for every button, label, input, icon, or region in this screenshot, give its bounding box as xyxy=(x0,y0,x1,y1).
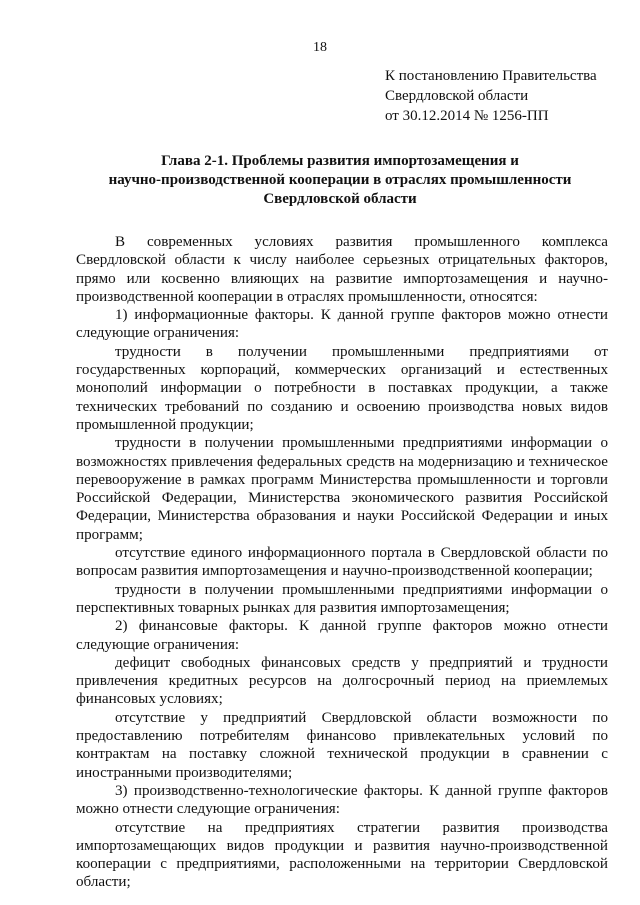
heading-line: Свердловской области xyxy=(263,191,417,207)
document-body xyxy=(76,233,608,892)
paragraph: отсутствие у предприятий Свердловской области возможности по предоставлению потребителям финансово привлекательных условий по контрактам на поставку сложной технической продукции в сравнении с иностранными производителями; xyxy=(76,709,608,781)
heading-line: Глава 2-1. Проблемы развития импортозамещения и xyxy=(161,153,519,169)
heading-line: научно-производственной кооперации в отраслях промышленности xyxy=(108,172,572,188)
paragraph: 3) производственно-технологические факторы. К данной группе факторов можно отнести следующие ограничения: xyxy=(76,782,608,818)
chapter-heading xyxy=(70,152,610,209)
paragraph: трудности в получении промышленными предприятиями информации о перспективных товарных рынках для развития импортозамещения; xyxy=(76,581,608,616)
paragraph: трудности в получении промышленными предприятиями информации о возможностях привлечения федеральных средств на модернизацию и техническое перевооружение в рамках программ Министерства промышленности и торговли Российской Федерации, Министерства экономического развития Российской Федерации, Министерства образования и науки Российской Федерации и иных программ; xyxy=(76,435,608,543)
paragraph: 2) финансовые факторы. К данной группе факторов можно отнести следующие ограничения: xyxy=(76,618,608,653)
paragraph: В современных условиях развития промышленного комплекса Свердловской области к числу наиболее серьезных отрицательных факторов, прямо или косвенно влияющих на развитие импортозамещения и научно-производственной кооперации в отраслях промышленности, относятся: xyxy=(76,234,608,305)
paragraph: отсутствие на предприятиях стратегии развития производства импортозамещающих видов продукции и развития научно-производственной кооперации с предприятиями, расположенными на территории Свердловской области; xyxy=(76,819,608,891)
attachment-line: Свердловской области xyxy=(385,88,529,104)
attachment-line: от 30.12.2014 № 1256-ПП xyxy=(385,108,549,124)
page-number: 18 xyxy=(313,40,327,55)
paragraph: отсутствие единого информационного портала в Свердловской области по вопросам развития импортозамещения и научно-производственной кооперации; xyxy=(76,545,608,580)
paragraph: дефицит свободных финансовых средств у предприятий и трудности привлечения кредитных ресурсов на долгосрочный период на приемлемых финансовых условиях; xyxy=(76,654,608,708)
paragraph: трудности в получении промышленными предприятиями от государственных корпораций, коммерческих организаций и естественных монополий информации о потребности в поставках продукции, а также технических требований по созданию и освоению производства новых видов промышленной продукции; xyxy=(76,343,608,433)
attachment-line: К постановлению Правительства xyxy=(385,68,597,84)
paragraph: 1) информационные факторы. К данной группе факторов можно отнести следующие ограничения: xyxy=(76,307,608,342)
attachment-note xyxy=(385,66,597,126)
